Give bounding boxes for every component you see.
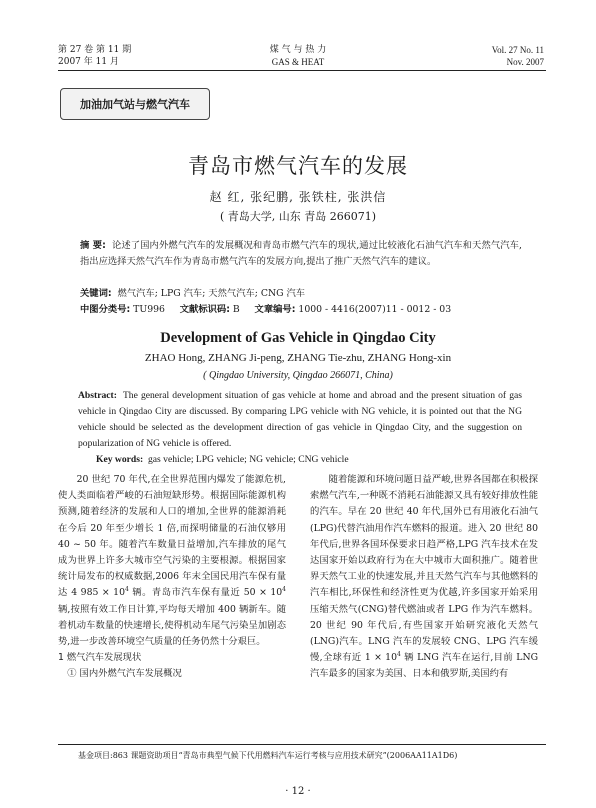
header-journal-cn: 煤 气 与 热 力 xyxy=(269,45,327,55)
abstract-cn-label: 摘 要: xyxy=(80,240,106,251)
keywords-en-label: Key words: xyxy=(96,454,144,465)
keywords-en xyxy=(96,452,516,468)
body-right-column xyxy=(310,472,538,683)
abstract-en-label: Abstract: xyxy=(78,390,117,401)
abstract-cn-text: 论述了国内外燃气汽车的发展概况和青岛市燃气汽车的现状,通过比较液化石油气汽车和天然气汽车,指出应选择天然气汽车作为青岛市燃气汽车的发展方向,提出了推广天然气汽车的建议。 xyxy=(80,240,522,267)
page-number: · 12 · xyxy=(285,786,311,797)
classification xyxy=(80,302,540,318)
section-tag: 加油加气站与燃气汽车 xyxy=(60,88,210,120)
superscript: 4 xyxy=(282,586,286,594)
keywords-cn-text: 燃气汽车; LPG 汽车; 天然气汽车; CNG 汽车 xyxy=(117,288,306,299)
footnote-rule xyxy=(58,744,546,745)
header-volume: 第 27 卷 第 11 期 xyxy=(58,45,132,55)
header-date: 2007 年 11 月 xyxy=(58,57,119,67)
title-cn: 青岛市燃气汽车的发展 xyxy=(188,154,408,178)
body-text: 辆,按照有效工作日计算,平均每天增加 400 辆新车。随着机动车数量的快速增长,使得机动车尾气污染呈加剧态势,进一步改善环境空气质量的任务仍然十分艰巨。 xyxy=(58,603,286,648)
affiliation-en: ( Qingdao University, Qingdao 266071, China) xyxy=(203,370,393,381)
superscript: 4 xyxy=(397,651,401,659)
header-journal-en: GAS & HEAT xyxy=(271,57,325,67)
keywords-cn xyxy=(80,286,522,302)
body-text: 20 世纪 70 年代,在全世界范围内爆发了能源危机,使人类面临着严峻的石油短缺形势。根据国际能源机构预测,随着经济的发展和人口的增加,全世界的能源消耗在今后 20 年至少增长 1 倍,而探明储量的石油仅够用 40 ~ 50 年。随着汽车数量日益增加,汽车排放的尾气成为世界上许多大城市空气污染的主要根源。根据国家统计局发布的权威数据,2006 年末全国民用汽车保有量达 4 985 × 10 xyxy=(58,474,286,599)
header-month: Nov. 2007 xyxy=(506,57,544,67)
article-id-label: 文章编号: xyxy=(254,304,296,315)
section-heading: 1 燃气汽车发展现状 xyxy=(58,652,142,664)
subsection-heading: ① 国内外燃气汽车发展概况 xyxy=(67,668,182,680)
abstract-en-text: The general development situation of gas vehicle at home and abroad and the present situation of gas vehicle in Qingdao City are discussed. By comparing LPG vehicle with NG vehicle, it is pointed out that the NG vehicle should be selected as the development direction of gas vehicle in Qingdao City, and the suggestion on popularization of NG vehicle is offered. xyxy=(78,390,523,449)
article-id-value: 1000 - 4416(2007)11 - 0012 - 03 xyxy=(298,304,452,315)
title-en: Development of Gas Vehicle in Qingdao City xyxy=(160,330,436,346)
authors-en: ZHAO Hong, ZHANG Ji-peng, ZHANG Tie-zhu, ZHANG Hong-xin xyxy=(144,352,452,364)
body-text: 辆。青岛市汽车保有量近 50 × 10 xyxy=(128,587,283,599)
header-journal xyxy=(198,44,398,68)
clc-value: TU996 xyxy=(133,304,165,315)
fund-note: 基金项目:863 课题资助项目“青岛市典型气候下代用燃料汽车运行考核与应用技术研究”(2006AA11A1D6) xyxy=(78,751,458,760)
body-paragraph xyxy=(58,472,286,650)
body-text: 辆 LNG 汽车在运行,目前 LNG 汽车最多的国家为美国、日本和俄罗斯,美国约有 xyxy=(310,652,539,680)
clc-label: 中图分类号: xyxy=(80,304,131,315)
affiliation-cn: ( 青岛大学, 山东 青岛 266071) xyxy=(219,210,377,223)
body-left-column xyxy=(58,472,286,683)
header-vol-no: Vol. 27 No. 11 xyxy=(491,45,544,55)
header-vol-en xyxy=(440,44,544,68)
abstract-en xyxy=(78,388,522,452)
keywords-en-text: gas vehicle; LPG vehicle; NG vehicle; CNG vehicle xyxy=(147,454,349,465)
superscript: 4 xyxy=(125,586,129,594)
header-rule xyxy=(58,70,546,71)
doc-code-value: B xyxy=(232,304,240,315)
doc-code-label: 文献标识码: xyxy=(179,304,230,315)
body-text: 随着能源和环境问题日益严峻,世界各国都在积极探索燃气汽车,一种既不消耗石油能源又具有较好排放性能的汽车。早在 20 世纪 40 年代,国外已有用液化石油气(LPG)代替汽油用作汽车燃料的报道。进入 20 世纪 80 年代后,世界各国环保要求日趋严格,LPG 汽车技术在发达国家开始以政府行为在大中城市大面积推广。随着世界天然气工业的快速发展,并且天然气汽车与其他燃料的汽车相比,环保性和经济性更为优越,许多国家开始采用压缩天然气(CNG)替代燃油或者 LPG 作为汽车燃料。20 世纪 90 年代后,有些国家开始研究液化天然气(LNG)汽车。LNG 汽车的发展较 CNG、LPG 汽车缓慢,全球有近 1 × 10 xyxy=(310,474,538,664)
authors-cn: 赵 红, 张纪鹏, 张铁柱, 张洪信 xyxy=(209,190,387,204)
header-volume-issue xyxy=(58,44,131,68)
abstract-cn xyxy=(80,238,522,269)
body-paragraph xyxy=(310,472,538,683)
keywords-cn-label: 关键词: xyxy=(80,288,112,299)
